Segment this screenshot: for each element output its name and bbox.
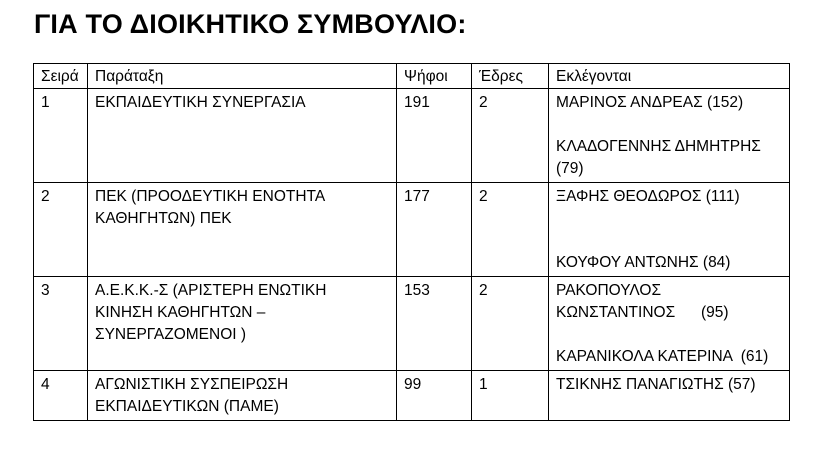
table-row: [34, 89, 790, 183]
faction-name: ΑΓΩΝΙΣΤΙΚΗ ΣΥΣΠΕΙΡΩΣΗ: [95, 376, 289, 393]
elected-name: ΤΣΙΚΝΗΣ ΠΑΝΑΓΙΩΤΗΣ (57): [556, 376, 756, 393]
votes-cell: 177: [397, 183, 472, 277]
order-cell: 4: [34, 371, 88, 421]
table-row: [34, 183, 790, 277]
order-cell: 1: [34, 89, 88, 183]
header-seats: Έδρες: [472, 64, 549, 89]
seats-cell: 2: [472, 89, 549, 183]
header-elected: Εκλέγονται: [549, 64, 790, 89]
seats-cell: 2: [472, 183, 549, 277]
faction-cell: [88, 371, 397, 421]
votes-cell: 99: [397, 371, 472, 421]
header-order: Σειρά: [34, 64, 88, 89]
faction-name: ΕΚΠΑΙΔΕΥΤΙΚΩΝ (ΠΑΜΕ): [95, 398, 279, 415]
faction-name: ΚΑΘΗΓΗΤΩΝ) ΠΕΚ: [95, 210, 232, 227]
table-row: [34, 277, 790, 371]
faction-name: ΕΚΠΑΙΔΕΥΤΙΚΗ ΣΥΝΕΡΓΑΣΙΑ: [95, 94, 306, 111]
elected-name: ΚΛΑΔΟΓΕΝΝΗΣ ΔΗΜΗΤΡΗΣ: [556, 138, 761, 155]
elected-name: ΜΑΡΙΝΟΣ ΑΝΔΡΕΑΣ (152): [556, 94, 744, 111]
elected-name: ΚΟΥΦΟΥ ΑΝΤΩΝΗΣ (84): [556, 254, 731, 271]
header-faction: Παράταξη: [88, 64, 397, 89]
faction-cell: [88, 277, 397, 371]
order-cell: 3: [34, 277, 88, 371]
header-votes: Ψήφοι: [397, 64, 472, 89]
elected-name: ΞΑΦΗΣ ΘΕΟΔΩΡΟΣ (111): [556, 188, 740, 205]
elected-cell: [549, 371, 790, 421]
elected-name: ΡΑΚΟΠΟΥΛΟΣ: [556, 282, 662, 299]
table-header-row: [34, 64, 790, 89]
results-table: [33, 63, 790, 421]
elected-cell: [549, 89, 790, 183]
elected-cell: [549, 277, 790, 371]
elected-name: ΚΑΡΑΝΙΚΟΛΑ ΚΑΤΕΡΙΝΑ (61): [556, 348, 769, 365]
elected-cell: [549, 183, 790, 277]
faction-name: ΚΙΝΗΣΗ ΚΑΘΗΓΗΤΩΝ –: [95, 304, 266, 321]
seats-cell: 1: [472, 371, 549, 421]
page-title: ΓΙΑ ΤΟ ΔΙΟΙΚΗΤΙΚΟ ΣΥΜΒΟΥΛΙΟ:: [34, 9, 467, 39]
faction-name: ΣΥΝΕΡΓΑΖΟΜΕΝΟΙ ): [95, 326, 247, 343]
votes-cell: 191: [397, 89, 472, 183]
elected-name: ΚΩΝΣΤΑΝΤΙΝΟΣ (95): [556, 304, 729, 321]
seats-cell: 2: [472, 277, 549, 371]
faction-name: Α.Ε.Κ.Κ.-Σ (ΑΡΙΣΤΕΡΗ ΕΝΩΤΙΚΗ: [95, 282, 327, 299]
order-cell: 2: [34, 183, 88, 277]
faction-cell: [88, 89, 397, 183]
elected-votes: (79): [556, 160, 584, 177]
votes-cell: 153: [397, 277, 472, 371]
faction-cell: [88, 183, 397, 277]
table-row: [34, 371, 790, 421]
faction-name: ΠΕΚ (ΠΡΟΟΔΕΥΤΙΚΗ ΕΝΟΤΗΤΑ: [95, 188, 326, 205]
